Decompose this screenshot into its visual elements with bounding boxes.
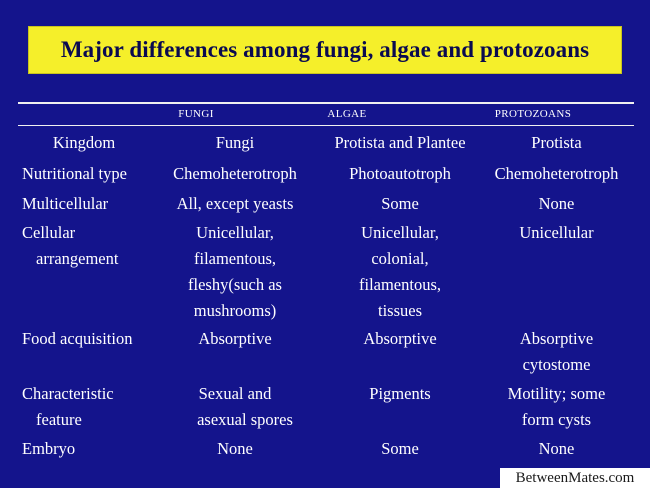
row-label-multicellular: Multicellular bbox=[22, 194, 109, 213]
cell-fungi-nutritional-type: Chemoheterotroph bbox=[173, 164, 297, 183]
cell-algae-kingdom: Protista and Plantee bbox=[334, 133, 466, 152]
cell-fungi-multicellular: All, except yeasts bbox=[176, 194, 294, 213]
page-title: Major differences among fungi, algae and protozoans bbox=[60, 37, 590, 62]
title-banner bbox=[28, 26, 622, 74]
cell-protozoans-cellular-line-1: Unicellular bbox=[519, 223, 594, 242]
cell-protozoans-kingdom: Protista bbox=[531, 133, 582, 152]
cell-algae-multicellular: Some bbox=[381, 194, 419, 213]
header-bottom-rule bbox=[18, 125, 634, 126]
cell-fungi-food-acquisition: Absorptive bbox=[198, 329, 272, 348]
cell-fungi-cellular-line-4: mushrooms) bbox=[193, 301, 277, 320]
cell-fungi-cellular-line-3: fleshy(such as bbox=[188, 275, 282, 294]
cell-fungi-kingdom: Fungi bbox=[215, 133, 255, 152]
cell-algae-cellular-line-3: filamentous, bbox=[358, 275, 442, 294]
cell-algae-cellular-line-4: tissues bbox=[377, 301, 422, 320]
row-label-cellular-arrangement-line-2: arrangement bbox=[36, 249, 119, 268]
header-top-rule bbox=[18, 102, 634, 104]
column-header-fungi: FUNGI bbox=[178, 108, 214, 120]
watermark: BetweenMates.com bbox=[500, 468, 650, 488]
row-label-food-acquisition: Food acquisition bbox=[22, 329, 133, 348]
cell-fungi-cellular-line-2: filamentous, bbox=[193, 249, 277, 268]
cell-algae-nutritional-type: Photoautotroph bbox=[349, 164, 451, 183]
cell-algae-embryo: Some bbox=[381, 439, 419, 458]
cell-algae-cellular-line-1: Unicellular, bbox=[361, 223, 439, 242]
cell-fungi-cellular-line-1: Unicellular, bbox=[196, 223, 274, 242]
row-label-characteristic-feature-line-1: Characteristic bbox=[22, 384, 114, 403]
row-label-characteristic-feature-line-2: feature bbox=[36, 410, 82, 429]
column-header-algae: ALGAE bbox=[327, 108, 367, 120]
column-header-protozoans: PROTOZOANS bbox=[494, 108, 572, 120]
row-label-nutritional-type: Nutritional type bbox=[22, 164, 127, 183]
cell-algae-food-acquisition: Absorptive bbox=[363, 329, 437, 348]
cell-algae-characteristic: Pigments bbox=[369, 384, 431, 403]
row-label-kingdom: Kingdom bbox=[52, 133, 116, 152]
cell-fungi-embryo: None bbox=[217, 439, 253, 458]
cell-protozoans-characteristic-line-1: Motility; some bbox=[507, 384, 606, 403]
cell-protozoans-characteristic-line-2: form cysts bbox=[521, 410, 592, 429]
cell-fungi-characteristic-line-1: Sexual and bbox=[198, 384, 272, 403]
cell-protozoans-multicellular: None bbox=[538, 194, 575, 213]
row-label-cellular-arrangement-line-1: Cellular bbox=[22, 223, 76, 242]
cell-protozoans-embryo: None bbox=[538, 439, 575, 458]
cell-protozoans-food-acquisition-line-1: Absorptive bbox=[519, 329, 594, 348]
cell-fungi-characteristic-line-2: asexual spores bbox=[197, 410, 293, 429]
cell-protozoans-nutritional-type: Chemoheterotroph bbox=[494, 164, 619, 183]
row-label-embryo: Embryo bbox=[22, 439, 76, 458]
cell-protozoans-food-acquisition-line-2: cytostome bbox=[522, 355, 591, 374]
cell-algae-cellular-line-2: colonial, bbox=[371, 249, 429, 268]
